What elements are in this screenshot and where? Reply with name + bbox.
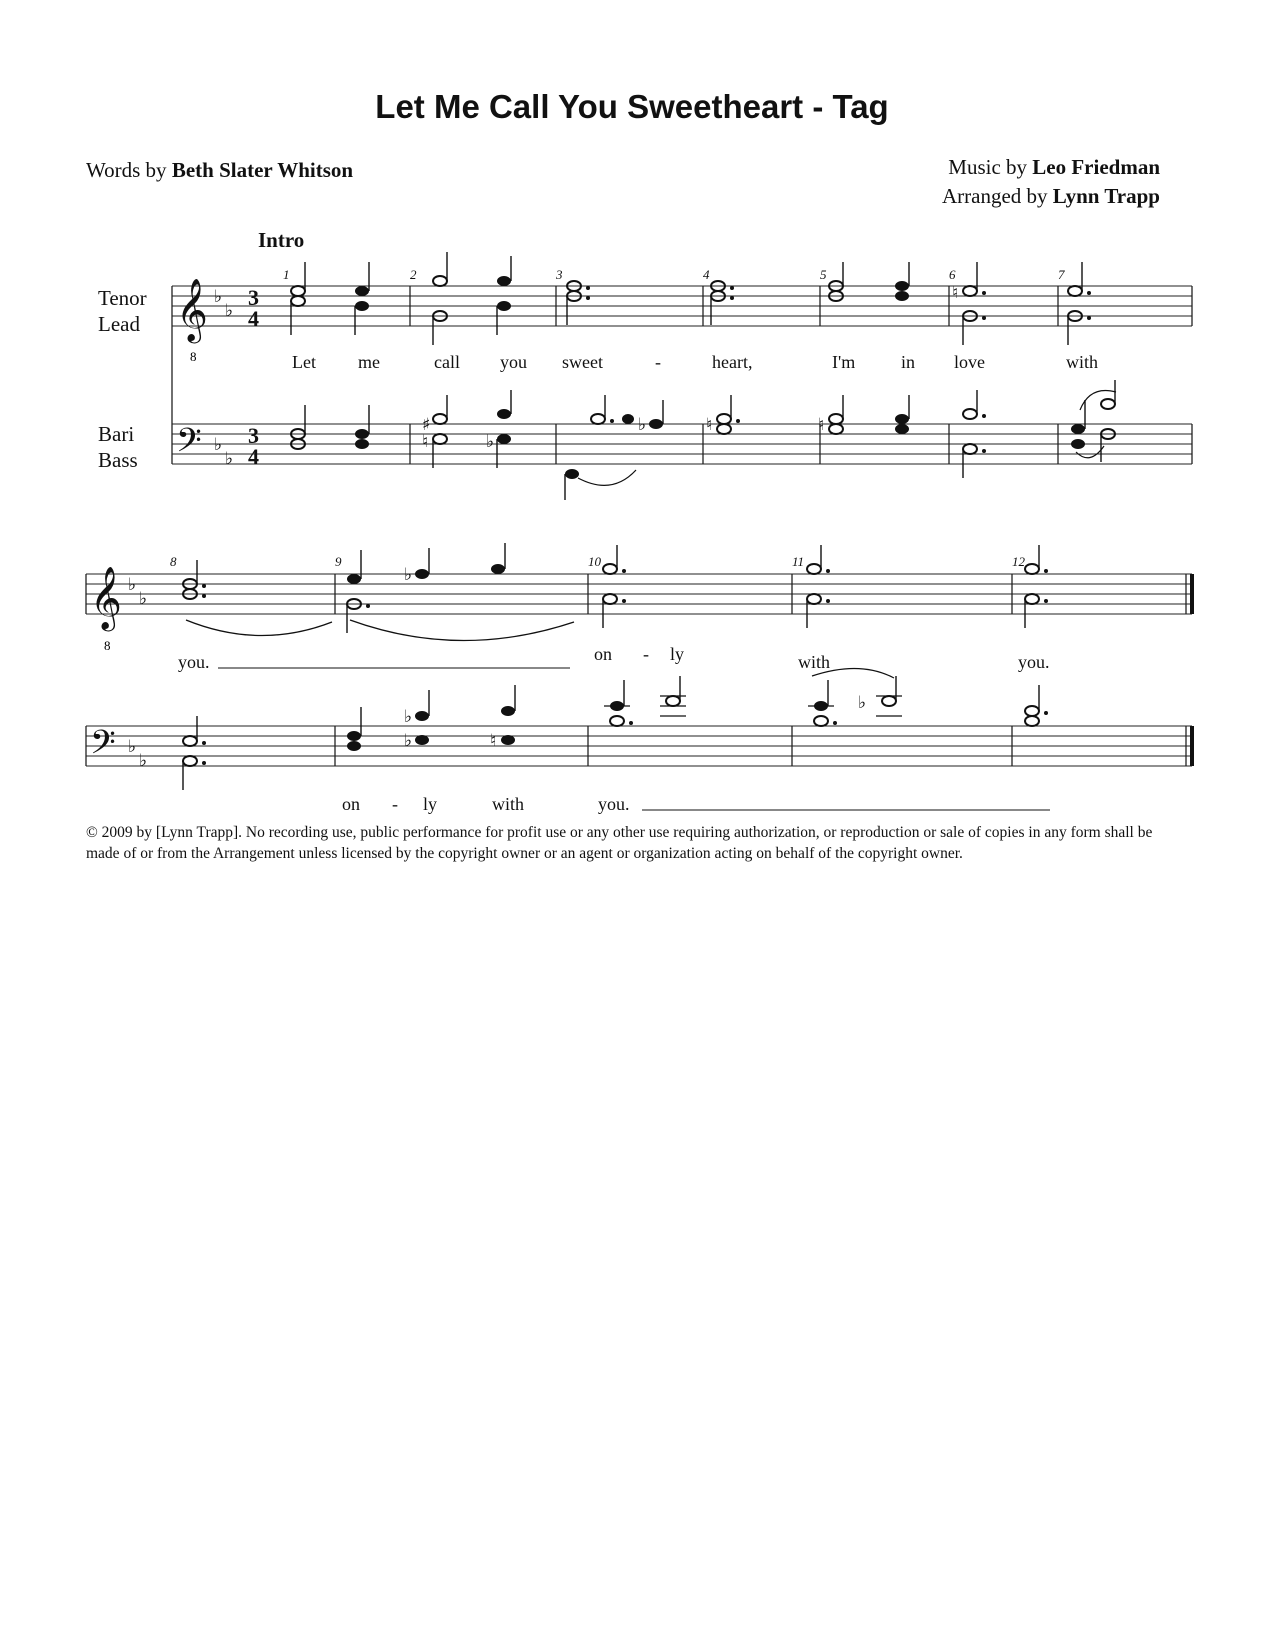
measure-number: 6 — [949, 267, 956, 282]
lyric-syllable: sweet — [562, 352, 603, 372]
arranged-prefix: Arranged by — [941, 184, 1048, 208]
lyric-syllable: Let — [292, 352, 316, 372]
section-label: Intro — [258, 228, 305, 252]
measure-number: 8 — [170, 554, 177, 569]
page-title: Let Me Call You Sweetheart - Tag — [375, 88, 889, 125]
music-prefix: Music by — [948, 155, 1028, 179]
treble-notes-2 — [183, 543, 1048, 678]
lyric-syllable: you. — [178, 652, 210, 672]
lyric-syllable: you — [500, 352, 527, 372]
svg-text:♭: ♭ — [139, 589, 148, 609]
tenor-label: Tenor — [98, 286, 147, 310]
bari-label: Bari — [98, 422, 135, 446]
measure-numbers-2 — [170, 554, 1026, 569]
lyric-syllable: call — [434, 352, 460, 372]
bass-staff-2 — [86, 726, 1192, 766]
measure-number: 10 — [588, 554, 601, 569]
measure-numbers-1 — [283, 267, 1065, 282]
lyrics-line-1 — [292, 352, 1098, 372]
measure-number: 11 — [792, 554, 805, 569]
lyric-syllable: ly — [423, 794, 438, 814]
svg-text:♮: ♮ — [422, 432, 429, 452]
time-signature-bass — [248, 423, 259, 469]
svg-text:♮: ♮ — [706, 415, 713, 435]
lead-label: Lead — [98, 312, 140, 336]
measure-number: 3 — [556, 267, 563, 282]
svg-text:♭: ♭ — [139, 751, 148, 771]
lyric-syllable: you. — [1018, 652, 1050, 672]
lyric-syllable: you. — [598, 794, 630, 814]
treble-clef-icon: 𝄞 — [90, 566, 122, 629]
svg-text:♯: ♯ — [422, 415, 431, 435]
measure-number: 9 — [335, 554, 342, 569]
svg-text:♭: ♭ — [214, 287, 223, 307]
lyric-syllable: heart, — [712, 352, 753, 372]
bass-staff-1 — [172, 424, 1192, 464]
lyric-syllable: love — [954, 352, 985, 372]
lyrics-line-2-upper — [178, 644, 1050, 672]
bass-notes-2 — [183, 676, 1048, 790]
composer-name: Leo Friedman — [1032, 155, 1160, 179]
time-signature-treble — [248, 285, 259, 331]
measure-number: 7 — [1058, 267, 1065, 282]
svg-text:♭: ♭ — [404, 707, 413, 727]
lyric-syllable: with — [492, 794, 525, 814]
lyric-syllable: with — [1066, 352, 1099, 372]
svg-text:3: 3 — [248, 423, 259, 448]
measure-number: 1 — [283, 267, 290, 282]
treble-notes-1 — [291, 252, 1091, 345]
bass-clef-icon: 𝄢 — [176, 422, 202, 468]
svg-text:♭: ♭ — [225, 449, 234, 469]
lyric-syllable: - — [392, 794, 398, 814]
system-2 — [86, 543, 1192, 814]
svg-text:♭: ♭ — [404, 731, 413, 751]
octave-8-mark: 8 — [104, 638, 111, 653]
svg-text:4: 4 — [248, 306, 259, 331]
lyrics-line-2-lower — [342, 794, 1050, 814]
bass-label: Bass — [98, 448, 138, 472]
svg-text:♭: ♭ — [128, 737, 137, 757]
measure-number: 12 — [1012, 554, 1025, 569]
svg-text:♭: ♭ — [404, 565, 413, 585]
lyricist-name: Beth Slater Whitson — [171, 158, 354, 182]
treble-staff-1 — [172, 286, 1192, 326]
measure-number: 4 — [703, 267, 710, 282]
lyric-syllable: - — [655, 352, 661, 372]
measure-number: 2 — [410, 267, 417, 282]
svg-text:♭: ♭ — [225, 301, 234, 321]
octave-8-mark: 8 — [190, 349, 197, 364]
lyric-syllable: on — [342, 794, 360, 814]
treble-staff-2 — [86, 574, 1192, 614]
svg-text:♭: ♭ — [486, 432, 495, 452]
system-1 — [172, 252, 1192, 500]
svg-text:4: 4 — [248, 444, 259, 469]
svg-text:♭: ♭ — [214, 435, 223, 455]
lyric-syllable: on — [594, 644, 612, 664]
lyric-syllable: in — [901, 352, 916, 372]
svg-text:♮: ♮ — [952, 283, 959, 303]
measure-number: 5 — [820, 267, 827, 282]
svg-text:♭: ♭ — [638, 415, 647, 435]
svg-text:♮: ♮ — [490, 731, 497, 751]
lyric-syllable: I'm — [832, 352, 856, 372]
svg-text:♭: ♭ — [128, 575, 137, 595]
lyric-syllable: with — [798, 652, 831, 672]
svg-text:♭: ♭ — [858, 693, 867, 713]
words-prefix: Words by — [86, 158, 167, 182]
bass-clef-icon: 𝄢 — [90, 724, 116, 770]
arranger-name: Lynn Trapp — [1052, 184, 1160, 208]
lyric-syllable: - — [643, 644, 649, 664]
lyric-syllable: ly — [670, 644, 685, 664]
system-1-barlines — [410, 286, 1192, 464]
copyright-notice: © 2009 by [Lynn Trapp]. No recording use, public performance for profit use or any other use requiring authorization, or reproduction or sale of copies in any form shall be made of or from the Arrangement unless licensed by the copyright owner or an agent or organization acting on behalf of the copyright owner. — [86, 824, 1153, 862]
lyric-syllable: me — [358, 352, 380, 372]
treble-clef-icon: 𝄞 — [176, 278, 208, 341]
svg-text:♮: ♮ — [818, 415, 825, 435]
svg-text:3: 3 — [248, 285, 259, 310]
